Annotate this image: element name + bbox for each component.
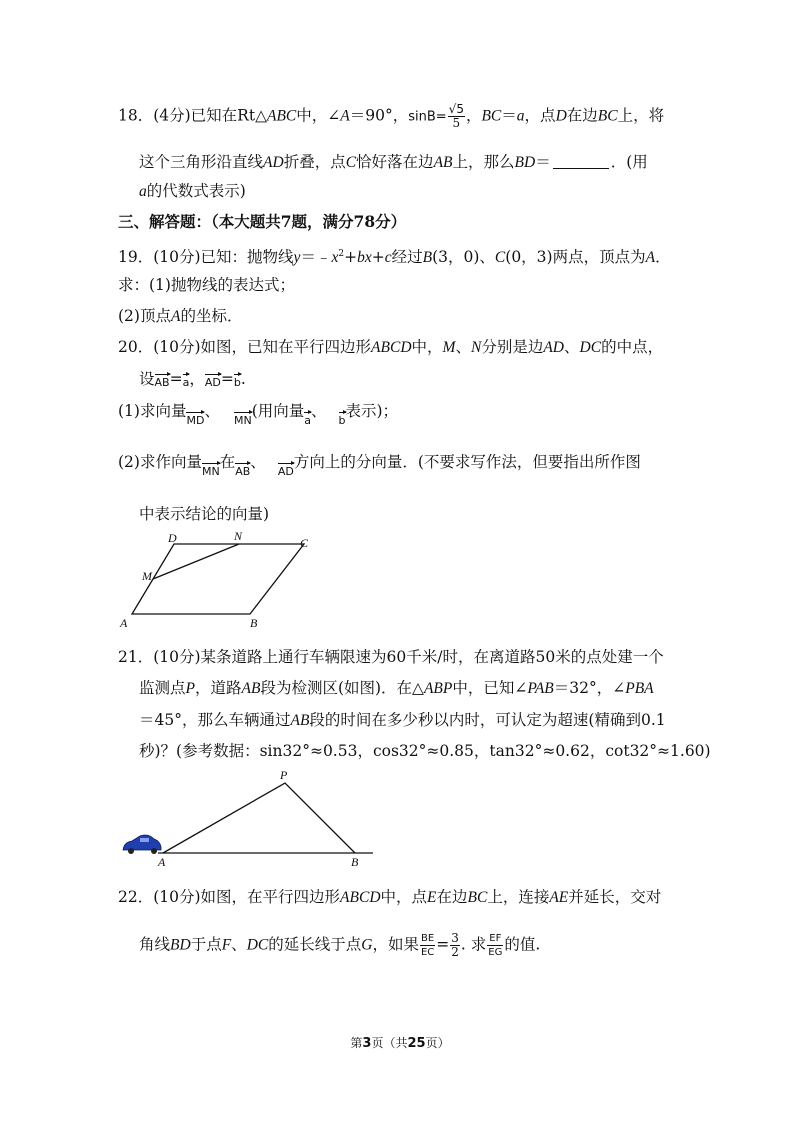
vector-ad: AD bbox=[278, 461, 294, 477]
numerator: EF bbox=[489, 933, 502, 944]
q21-line4: 秒)？(参考数据：sin32°≈0.53，cos32°≈0.85，tan32°≈0.62，cot32°≈1.60) bbox=[139, 742, 711, 760]
q20-line3 bbox=[118, 400, 398, 426]
text: 的中点， bbox=[601, 338, 664, 356]
var: y bbox=[293, 249, 301, 267]
var: C bbox=[345, 154, 357, 171]
text: 、 bbox=[311, 402, 327, 420]
q19-line1: 19．(10分)已知：抛物线$y=﹣x^2+bx+c$经过B(3，0)、C(0，3)两点，顶点为A． bbox=[118, 248, 671, 267]
q19-line2: 求：(1)抛物线的表达式； bbox=[118, 276, 295, 294]
text: 的延长线于点 bbox=[268, 935, 362, 954]
var: BD bbox=[170, 936, 191, 954]
vector-b: b bbox=[234, 372, 241, 388]
vector-ab: AB bbox=[235, 461, 250, 477]
text: ＝ bbox=[535, 153, 551, 171]
var: E bbox=[427, 889, 437, 906]
answer-blank bbox=[553, 154, 609, 169]
label-b: B bbox=[250, 616, 258, 630]
var: DC bbox=[579, 339, 602, 356]
text: 22．(10分)如图，在平行四边形 bbox=[118, 888, 341, 906]
var: AB bbox=[433, 154, 453, 171]
label-b: B bbox=[351, 855, 359, 867]
road-triangle-figure bbox=[118, 767, 388, 867]
q21-line2 bbox=[139, 677, 654, 700]
var: BD bbox=[514, 154, 536, 171]
denominator: 2 bbox=[451, 945, 459, 959]
text: (0，3)两点，顶点为 bbox=[505, 248, 646, 267]
q18-line1 bbox=[118, 103, 664, 130]
vector-ad: AD bbox=[205, 372, 221, 388]
text: 中，已知∠ bbox=[452, 679, 528, 697]
vector-a: a bbox=[304, 410, 311, 426]
text: 段为检测区(如图)．在△ bbox=[260, 679, 424, 697]
q19-line3 bbox=[118, 305, 242, 328]
total-pages: 25 bbox=[407, 1036, 426, 1051]
var: ABC bbox=[267, 107, 297, 125]
q20-line1 bbox=[118, 336, 663, 359]
text: ＝ bbox=[501, 106, 517, 125]
var: AB bbox=[241, 680, 261, 697]
q22-line2 bbox=[139, 932, 540, 959]
text: 19．(10分)已知：抛物线 bbox=[118, 248, 294, 267]
text: 中，点 bbox=[380, 888, 428, 906]
text: . 求 bbox=[460, 935, 487, 954]
text: ， bbox=[465, 106, 482, 125]
section-heading: 三、解答题：（本大题共7题，满分78分） bbox=[118, 212, 407, 231]
label-a: A bbox=[120, 616, 128, 630]
text: 恰好落在边 bbox=[356, 153, 434, 171]
q21-line1: 21．(10分)某条道路上通行车辆限速为60千米/时，在离道路50米的点处建一个 bbox=[118, 648, 664, 666]
var: AE bbox=[549, 889, 569, 906]
vector-mn: MN bbox=[234, 410, 252, 426]
text: (2)顶点 bbox=[118, 307, 171, 325]
page-footer bbox=[0, 1034, 800, 1051]
text: 的代数式表示) bbox=[146, 182, 246, 200]
var: DC bbox=[246, 936, 269, 954]
text: ，点 bbox=[524, 106, 556, 125]
var: PAB bbox=[527, 680, 554, 697]
text: ， bbox=[189, 370, 205, 388]
q20-line4 bbox=[118, 451, 641, 477]
three-halves-fraction bbox=[450, 932, 460, 959]
var: BC bbox=[597, 107, 618, 125]
var: a bbox=[139, 183, 147, 200]
vector-b: b bbox=[339, 410, 346, 426]
text: (2)求作向量 bbox=[118, 453, 202, 471]
text: 、 bbox=[204, 402, 220, 420]
text: . bbox=[240, 370, 246, 388]
text: ＝90°， bbox=[349, 106, 409, 125]
text: 18．(4分)已知在Rt△ bbox=[118, 106, 267, 125]
label-n: N bbox=[234, 530, 243, 543]
text: 监测点 bbox=[139, 679, 186, 697]
label-p: P bbox=[280, 768, 288, 782]
text: 角线 bbox=[139, 935, 171, 954]
q18-line3 bbox=[139, 180, 246, 203]
var: A bbox=[170, 308, 181, 325]
text: 中， bbox=[411, 338, 443, 356]
var: c bbox=[384, 249, 392, 267]
text: (1)求向量 bbox=[118, 402, 187, 420]
text: = bbox=[169, 370, 183, 388]
sinb-fraction bbox=[448, 103, 465, 130]
text: ，如果 bbox=[372, 935, 419, 954]
label-d: D bbox=[168, 531, 177, 545]
text: 上，那么 bbox=[452, 153, 515, 171]
text: 经过 bbox=[391, 248, 423, 267]
text: 这个三角形沿直线 bbox=[139, 153, 264, 171]
text: 的坐标． bbox=[180, 307, 243, 325]
sinb-label: sinB= bbox=[408, 109, 447, 125]
text: + bbox=[371, 248, 385, 267]
vector-a: a bbox=[183, 372, 190, 388]
q20-line5: 中表示结论的向量) bbox=[139, 505, 270, 523]
text: (3，0)、 bbox=[432, 248, 495, 267]
text: 并延长，交对 bbox=[568, 888, 662, 906]
var: a bbox=[516, 107, 525, 125]
text: 表示)； bbox=[345, 402, 399, 420]
var: ABCD bbox=[340, 889, 381, 906]
var: A bbox=[645, 249, 656, 267]
text: 上，连接 bbox=[487, 888, 550, 906]
var: ABP bbox=[423, 680, 453, 697]
numerator: √5 bbox=[448, 102, 464, 116]
var: x bbox=[331, 249, 339, 267]
text: ，道路 bbox=[194, 679, 242, 697]
text: + bbox=[344, 248, 358, 267]
be-ec-fraction bbox=[420, 932, 435, 959]
var: BC bbox=[467, 889, 488, 906]
text: 在 bbox=[219, 453, 236, 471]
var: AB bbox=[290, 712, 310, 729]
var: AD bbox=[263, 154, 284, 171]
var: C bbox=[494, 249, 506, 267]
denominator: 5 bbox=[452, 116, 461, 130]
text: (用向量 bbox=[251, 402, 305, 420]
text: 分别是边 bbox=[481, 338, 544, 356]
var: BC bbox=[481, 107, 502, 125]
label-c: C bbox=[300, 536, 309, 550]
text: 于点 bbox=[190, 935, 222, 954]
text: ． bbox=[655, 248, 671, 267]
vector-mn: MN bbox=[202, 461, 220, 477]
var: D bbox=[555, 107, 567, 125]
numerator: 3 bbox=[451, 931, 459, 945]
ef-eg-fraction bbox=[487, 932, 503, 959]
denominator: EC bbox=[420, 947, 435, 958]
var: AD bbox=[543, 339, 564, 356]
var: F bbox=[221, 936, 232, 954]
label-a: A bbox=[158, 855, 166, 867]
label-m: M bbox=[142, 569, 152, 583]
parallelogram-figure bbox=[118, 530, 318, 630]
var: P bbox=[185, 680, 195, 697]
text: = bbox=[436, 935, 450, 954]
numerator: BE bbox=[421, 933, 435, 944]
var: G bbox=[361, 936, 373, 954]
text: 设 bbox=[139, 370, 155, 388]
text: ．(用 bbox=[610, 153, 648, 171]
text: 中，∠ bbox=[296, 106, 341, 125]
text: ＝45°，那么车辆通过 bbox=[139, 711, 291, 729]
text: 、 bbox=[564, 338, 580, 356]
text: 的值. bbox=[504, 935, 541, 954]
text: = bbox=[220, 370, 234, 388]
q21-line3 bbox=[139, 709, 666, 732]
text: 上，将 bbox=[617, 106, 665, 125]
var: A bbox=[340, 107, 350, 125]
page-number: 3 bbox=[362, 1036, 372, 1051]
text: 、 bbox=[231, 935, 247, 954]
var: B bbox=[422, 249, 433, 267]
var: PBA bbox=[625, 680, 654, 697]
text: 段的时间在多少秒以内时，可认定为超速(精确到0.1 bbox=[309, 711, 666, 729]
text: ＝32°，∠ bbox=[553, 679, 626, 697]
q20-line2 bbox=[139, 368, 246, 390]
var: bx bbox=[357, 249, 372, 267]
q22-line1 bbox=[118, 886, 661, 909]
text: 第 bbox=[350, 1036, 363, 1050]
q18-line2 bbox=[139, 151, 648, 174]
text: 20．(10分)如图，已知在平行四边形 bbox=[118, 338, 372, 356]
car-icon bbox=[123, 835, 161, 854]
vector-ab: AB bbox=[155, 372, 170, 388]
text: 方向上的分向量．(不要求写作法，但要指出所作图 bbox=[293, 453, 641, 471]
text: 在边 bbox=[566, 106, 598, 125]
text: 页（共 bbox=[371, 1036, 408, 1050]
var: M bbox=[442, 339, 456, 356]
text: 、 bbox=[250, 453, 266, 471]
var: N bbox=[470, 339, 482, 356]
text: 页） bbox=[425, 1036, 450, 1050]
denominator: EG bbox=[488, 947, 503, 958]
text: 、 bbox=[455, 338, 471, 356]
vector-md: MD bbox=[186, 410, 204, 426]
text: 折叠，点 bbox=[283, 153, 346, 171]
var: ABCD bbox=[371, 339, 412, 356]
text: 在边 bbox=[436, 888, 468, 906]
text: ＝﹣ bbox=[300, 248, 332, 267]
